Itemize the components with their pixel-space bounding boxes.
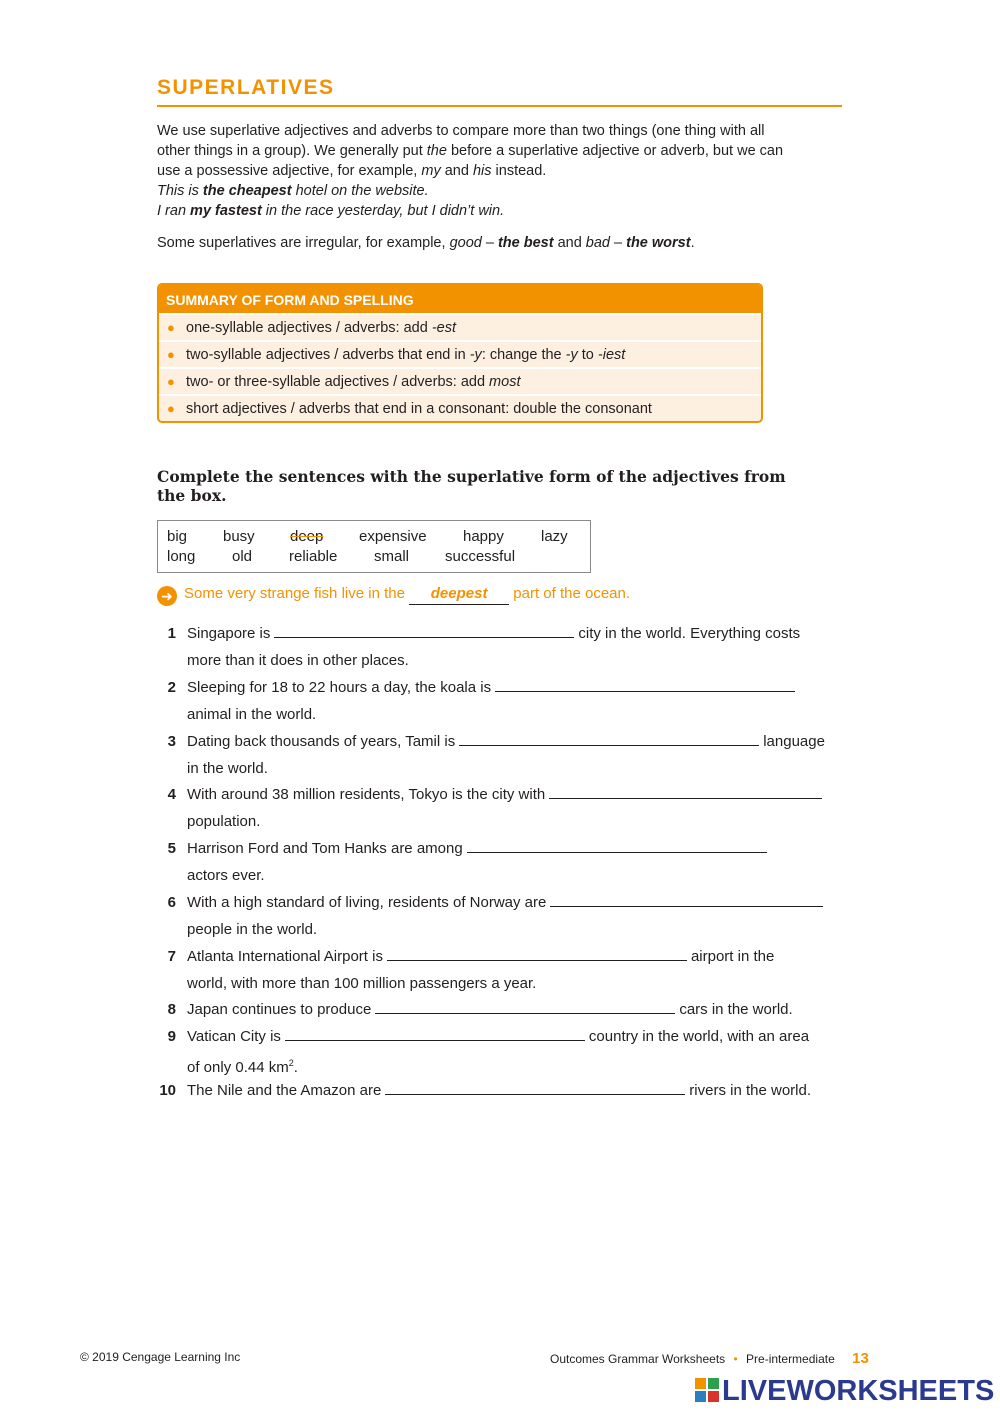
word-successful: successful: [445, 548, 516, 565]
example-sentence-2: I ran my fastest in the race yesterday, but I didn’t win.: [157, 203, 505, 219]
question-2: 2 Sleeping for 18 to 22 hours a day, the koala is animal in the world.: [150, 674, 850, 728]
word-long: long: [167, 548, 196, 565]
answer-blank[interactable]: [387, 946, 687, 961]
bullet-icon: ●: [167, 320, 175, 335]
bullet-icon: ●: [167, 347, 175, 362]
summary-row: ● two-syllable adjectives / adverbs that end in -y: change the -y to -iest: [159, 340, 761, 367]
copyright: © 2019 Cengage Learning Inc: [80, 1350, 241, 1364]
word-reliable: reliable: [289, 548, 338, 565]
summary-heading: SUMMARY OF FORM AND SPELLING: [159, 285, 761, 313]
answer-blank[interactable]: [375, 999, 675, 1014]
question-10: 10 The Nile and the Amazon are rivers in the world.: [159, 1082, 812, 1099]
page-number: 13: [852, 1350, 869, 1367]
word-deep: deep: [290, 528, 324, 545]
question-4: 4 With around 38 million residents, Tokyo is the city with population.: [150, 781, 850, 835]
example-sentence: ➜ Some very strange fish live in the deepest part of the ocean.: [157, 585, 630, 606]
answer-blank[interactable]: [467, 838, 767, 853]
answer-blank[interactable]: [385, 1080, 685, 1095]
word-expensive: expensive: [359, 528, 427, 545]
page-title: SUPERLATIVES: [157, 76, 842, 107]
word-small: small: [374, 548, 410, 565]
summary-box: [157, 283, 763, 423]
bullet-icon: ●: [167, 401, 175, 416]
summary-row: ● one-syllable adjectives / adverbs: add -est: [159, 313, 761, 340]
answer-blank[interactable]: [274, 623, 574, 638]
word-box: [157, 520, 591, 573]
question-6: 6 With a high standard of living, residents of Norway are people in the world.: [150, 889, 850, 943]
arrow-right-icon: ➜: [157, 586, 177, 606]
question-5: 5 Harrison Ford and Tom Hanks are among actors ever.: [150, 835, 850, 889]
liveworksheets-icon: [695, 1378, 719, 1402]
answer-blank[interactable]: [285, 1026, 585, 1041]
example-sentence-1: This is the cheapest hotel on the website.: [157, 183, 429, 199]
word-happy: happy: [463, 528, 504, 545]
answer-blank[interactable]: [549, 784, 822, 799]
summary-row: ● short adjectives / adverbs that end in a consonant: double the consonant: [159, 394, 761, 421]
answer-blank[interactable]: [459, 731, 759, 746]
word-busy: busy: [223, 528, 255, 545]
question-1: 1 Singapore is city in the world. Everything costs more than it does in other places.: [167, 625, 801, 669]
question-8: 8 Japan continues to produce cars in the world.: [167, 1001, 793, 1018]
answer-blank[interactable]: [550, 892, 823, 907]
word-lazy: lazy: [541, 528, 568, 545]
summary-row: ● two- or three-syllable adjectives / adverbs: add most: [159, 367, 761, 394]
liveworksheets-logo: LIVEWORKSHEETS: [695, 1375, 994, 1408]
example-answer: deepest: [409, 587, 509, 605]
intro-paragraph: We use superlative adjectives and adverbs to compare more than two things (one thing with all other things in a group). We generally put the before a superlative adjective or adverb, but we can use a possessive adjective, for example, my and his instead. This is the cheapest hotel on the website. I ran my fastest in the race yesterday, but I didn’t win.: [157, 121, 847, 221]
word-old: old: [232, 548, 253, 565]
footer-series: Outcomes Grammar Worksheets • Pre-intermediate 13: [550, 1350, 869, 1367]
question-9: 9 Vatican City is country in the world, with an area of only 0.44 $km^2$.: [167, 1028, 810, 1076]
answer-blank[interactable]: [495, 677, 795, 692]
question-7: 7 Atlanta International Airport is airport in the world, with more than 100 million passengers a year.: [167, 948, 775, 992]
irregular-note: Some superlatives are irregular, for example, good – the best and bad – the worst.: [157, 235, 695, 251]
question-3: 3 Dating back thousands of years, Tamil is language in the world.: [167, 733, 825, 777]
word-big: big: [167, 528, 188, 545]
exercise-instruction: Complete the sentences with the superlative form of the adjectives from the box.: [157, 467, 786, 505]
bullet-icon: ●: [167, 374, 175, 389]
